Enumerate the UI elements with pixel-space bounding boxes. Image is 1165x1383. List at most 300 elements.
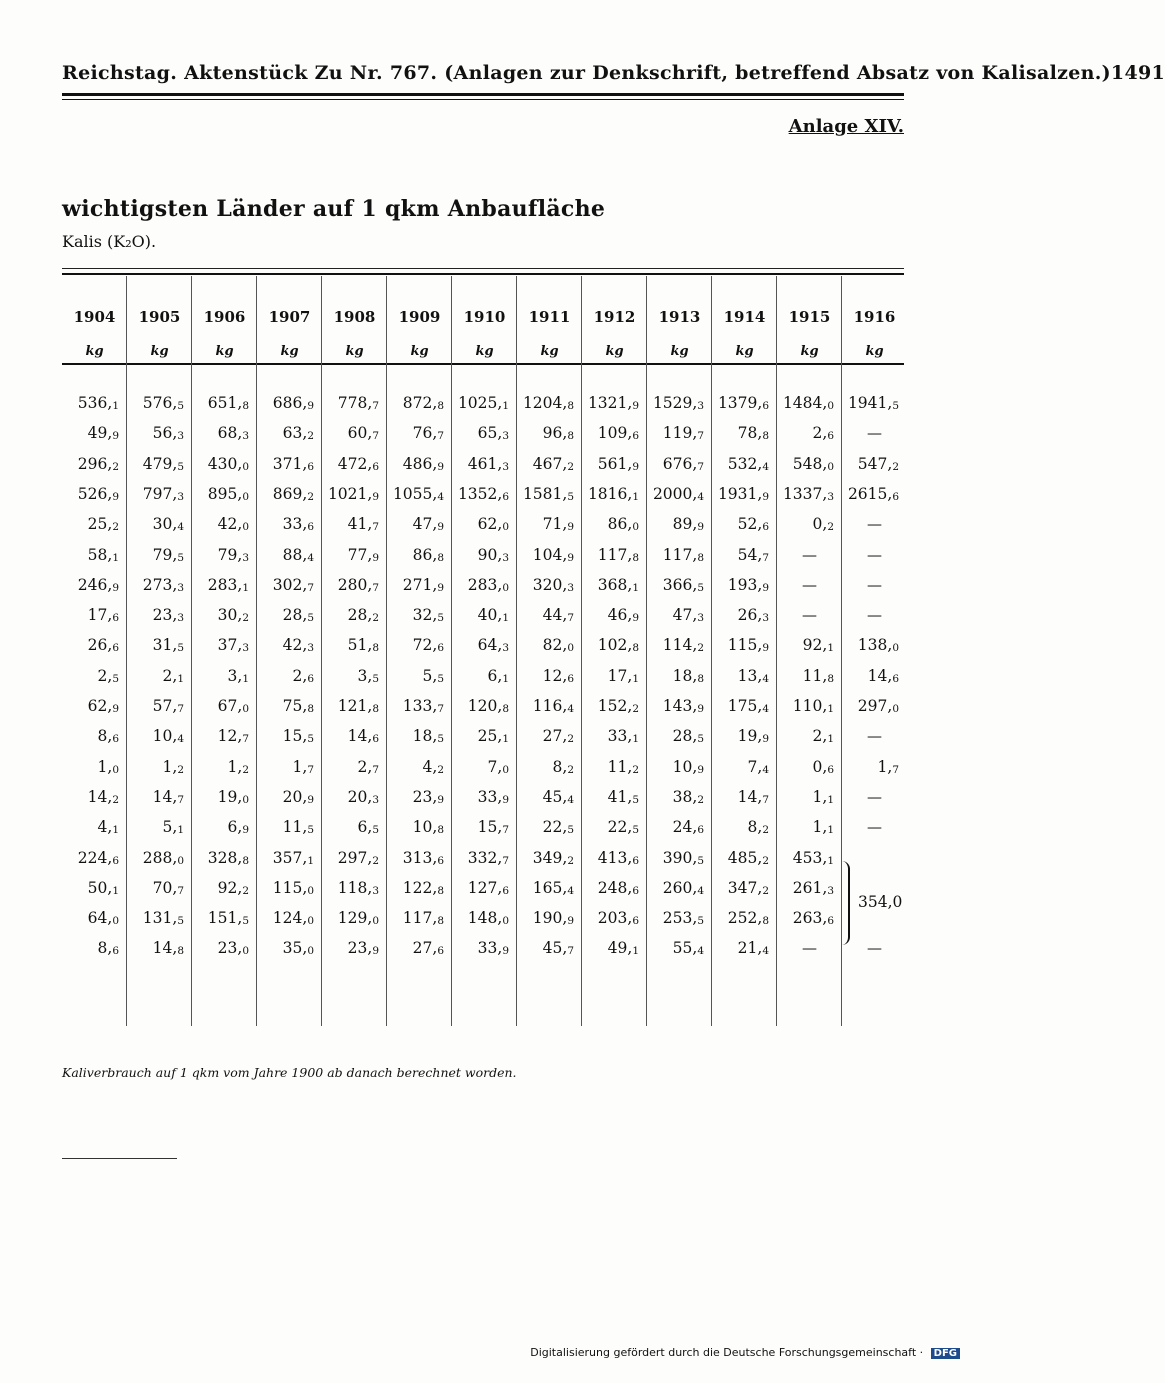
value-cell: $33,_1$ — [607, 727, 639, 746]
year-header: 1907 — [268, 308, 311, 326]
value-cell: $561,_9$ — [597, 454, 639, 473]
value-cell: $23,_3$ — [152, 606, 184, 625]
value-cell: $15,_5$ — [282, 727, 314, 746]
value-cell: $33,_9$ — [477, 787, 509, 806]
value-cell: $283,_1$ — [207, 575, 249, 594]
value-cell: $68,_3$ — [217, 424, 249, 443]
value-cell: $151,_5$ — [207, 909, 249, 928]
value-cell: $175,_4$ — [727, 697, 769, 715]
value-cell: $14,_2$ — [87, 787, 119, 806]
value-cell: $313,_6$ — [402, 848, 444, 867]
value-cell: $366,_5$ — [662, 575, 704, 594]
value-cell: $49,_9$ — [87, 424, 119, 443]
table-row — [62, 788, 904, 818]
value-cell: $37,_3$ — [217, 636, 249, 655]
value-cell: $1337,_3$ — [782, 484, 834, 503]
value-cell: $33,_9$ — [477, 939, 509, 958]
value-cell: $547,_2$ — [857, 454, 899, 473]
value-cell: $19,_9$ — [737, 727, 769, 746]
value-cell: $18,_8$ — [672, 666, 704, 685]
table-row — [62, 818, 904, 848]
value-cell: $117,_8$ — [662, 545, 704, 564]
value-cell: $576,_5$ — [142, 394, 184, 412]
table-row — [62, 424, 904, 454]
value-cell: $1816,_1$ — [587, 484, 639, 503]
value-cell: $42,_3$ — [282, 636, 314, 655]
table-row — [62, 576, 904, 606]
value-cell: $297,_2$ — [337, 848, 379, 867]
header-rule — [62, 93, 904, 96]
value-cell: $148,_0$ — [467, 909, 509, 928]
value-cell: $778,_7$ — [337, 394, 379, 412]
column-separator — [126, 276, 127, 1026]
value-cell: $0,_6$ — [812, 757, 834, 776]
table-row — [62, 636, 904, 666]
unit-label: kg — [605, 344, 624, 359]
value-cell: $869,_2$ — [272, 484, 314, 503]
table-row — [62, 394, 904, 424]
value-cell: $1931,_9$ — [717, 484, 769, 503]
value-cell: $70,_7$ — [152, 878, 184, 897]
value-cell: $193,_9$ — [727, 575, 769, 594]
value-cell: $11,_5$ — [282, 818, 314, 837]
value-cell: $224,_6$ — [77, 848, 119, 867]
value-cell: $2,_1$ — [812, 727, 834, 746]
value-cell: $54,_7$ — [737, 545, 769, 564]
table-row — [62, 909, 904, 939]
value-cell: $3,_1$ — [227, 666, 249, 685]
empty-cell-dash: — — [867, 787, 882, 806]
year-header: 1906 — [203, 308, 246, 326]
unit-label: kg — [735, 344, 754, 359]
value-cell: $120,_8$ — [467, 697, 509, 715]
value-cell: $8,_2$ — [552, 757, 574, 776]
year-header: 1909 — [398, 308, 441, 326]
unit-label: kg — [85, 344, 104, 359]
value-cell: $8,_2$ — [747, 818, 769, 837]
value-cell: $51,_8$ — [347, 636, 379, 655]
value-cell: $67,_0$ — [217, 697, 249, 715]
value-cell: $115,_9$ — [727, 636, 769, 655]
value-cell: $413,_6$ — [597, 848, 639, 867]
value-cell: $302,_7$ — [272, 575, 314, 594]
value-cell: $117,_8$ — [402, 909, 444, 928]
empty-cell-dash: — — [867, 515, 882, 534]
value-cell: $4,_1$ — [97, 818, 119, 837]
value-cell: $6,_1$ — [487, 666, 509, 685]
value-cell: $40,_1$ — [477, 606, 509, 625]
empty-cell-dash: — — [802, 545, 817, 564]
column-separator — [386, 276, 387, 1026]
table-row — [62, 485, 904, 515]
value-cell: $129,_0$ — [337, 909, 379, 928]
value-cell: $49,_1$ — [607, 939, 639, 958]
value-cell: $203,_6$ — [597, 909, 639, 928]
value-cell: $32,_5$ — [412, 606, 444, 625]
value-cell: $79,_3$ — [217, 545, 249, 564]
unit-label: kg — [475, 344, 494, 359]
column-separator — [581, 276, 582, 1026]
value-cell: $122,_8$ — [402, 878, 444, 897]
year-header: 1908 — [333, 308, 376, 326]
value-cell: $57,_7$ — [152, 697, 184, 715]
empty-cell-dash: — — [867, 575, 882, 594]
footnote-rule — [62, 1158, 177, 1159]
value-cell: $485,_2$ — [727, 848, 769, 867]
value-cell: $3,_5$ — [357, 666, 379, 685]
value-cell: $30,_2$ — [217, 606, 249, 625]
column-separator — [646, 276, 647, 1026]
year-header: 1904 — [73, 308, 116, 326]
value-cell: $76,_7$ — [412, 424, 444, 443]
value-cell: $13,_4$ — [737, 666, 769, 685]
value-cell: $14,_8$ — [152, 939, 184, 958]
value-cell: $19,_0$ — [217, 787, 249, 806]
value-cell: $26,_6$ — [87, 636, 119, 655]
value-cell: $548,_0$ — [792, 454, 834, 473]
value-cell: $86,_0$ — [607, 515, 639, 534]
empty-cell-dash: — — [802, 606, 817, 625]
value-cell: $46,_9$ — [607, 606, 639, 625]
value-cell: $536,_1$ — [77, 394, 119, 412]
value-cell: $261,_3$ — [792, 878, 834, 897]
header-text: Reichstag. Aktenstück Zu Nr. 767. (Anlagen zur Denkschrift, betreffend Absatz von Kalisalzen.) — [62, 62, 1111, 84]
value-cell: $56,_3$ — [152, 424, 184, 443]
value-cell: $104,_9$ — [532, 545, 574, 564]
value-cell: $12,_6$ — [542, 666, 574, 685]
year-header: 1915 — [788, 308, 831, 326]
value-cell: $138,_0$ — [857, 636, 899, 655]
value-cell: $64,_3$ — [477, 636, 509, 655]
value-cell: $143,_9$ — [662, 697, 704, 715]
value-cell: $872,_8$ — [402, 394, 444, 412]
value-cell: $26,_3$ — [737, 606, 769, 625]
value-cell: $252,_8$ — [727, 909, 769, 928]
empty-cell-dash: — — [867, 606, 882, 625]
value-cell: $27,_2$ — [542, 727, 574, 746]
value-cell: $347,_2$ — [727, 878, 769, 897]
value-cell: $25,_1$ — [477, 727, 509, 746]
table-row — [62, 667, 904, 697]
value-cell: $127,_6$ — [467, 878, 509, 897]
value-cell: $152,_2$ — [597, 697, 639, 715]
value-cell: $92,_2$ — [217, 878, 249, 897]
value-cell: $79,_5$ — [152, 545, 184, 564]
table-row — [62, 606, 904, 636]
value-cell: $28,_5$ — [672, 727, 704, 746]
value-cell: $1352,_6$ — [457, 484, 509, 503]
table-row — [62, 758, 904, 788]
value-cell: $1581,_5$ — [522, 484, 574, 503]
value-cell: $368,_1$ — [597, 575, 639, 594]
value-cell: $5,_5$ — [422, 666, 444, 685]
value-cell: $88,_4$ — [282, 545, 314, 564]
page-subtitle: Kalis (K₂O). — [62, 232, 157, 251]
value-cell: $22,_5$ — [607, 818, 639, 837]
table-top-rule — [62, 268, 904, 269]
value-cell: $27,_6$ — [412, 939, 444, 958]
value-cell: $42,_0$ — [217, 515, 249, 534]
value-cell: $532,_4$ — [727, 454, 769, 473]
value-cell: $271,_9$ — [402, 575, 444, 594]
value-cell: $35,_0$ — [282, 939, 314, 958]
value-cell: $14,_6$ — [867, 666, 899, 685]
value-cell: $92,_1$ — [802, 636, 834, 655]
value-cell: $2615,_6$ — [847, 484, 899, 503]
value-cell: $248,_6$ — [597, 878, 639, 897]
value-cell: $62,_9$ — [87, 697, 119, 715]
value-cell: $110,_1$ — [792, 697, 834, 715]
value-cell: $121,_8$ — [337, 697, 379, 715]
value-cell: $1,_1$ — [812, 818, 834, 837]
value-cell: $467,_2$ — [532, 454, 574, 473]
value-cell: $390,_5$ — [662, 848, 704, 867]
value-cell: $131,_5$ — [142, 909, 184, 928]
value-cell: $15,_7$ — [477, 818, 509, 837]
value-cell: $430,_0$ — [207, 454, 249, 473]
empty-cell-dash: — — [802, 575, 817, 594]
value-cell: $6,_9$ — [227, 818, 249, 837]
empty-cell-dash: — — [867, 545, 882, 564]
column-separator — [711, 276, 712, 1026]
value-cell: $288,_0$ — [142, 848, 184, 867]
value-cell: $17,_6$ — [87, 606, 119, 625]
value-cell: $23,_9$ — [347, 939, 379, 958]
value-cell: $14,_7$ — [737, 787, 769, 806]
value-cell: $78,_8$ — [737, 424, 769, 443]
value-cell: $349,_2$ — [532, 848, 574, 867]
value-cell: $1025,_1$ — [457, 394, 509, 412]
value-cell: $2,_7$ — [357, 757, 379, 776]
value-cell: $38,_2$ — [672, 787, 704, 806]
value-cell: $797,_3$ — [142, 484, 184, 503]
unit-label: kg — [865, 344, 884, 359]
unit-label: kg — [150, 344, 169, 359]
page-number: 1491 — [1110, 62, 1165, 84]
value-cell: $1379,_6$ — [717, 394, 769, 412]
value-cell: $47,_3$ — [672, 606, 704, 625]
value-cell: $676,_7$ — [662, 454, 704, 473]
digitization-credit — [530, 1346, 960, 1359]
value-cell: $62,_0$ — [477, 515, 509, 534]
column-separator — [321, 276, 322, 1026]
value-cell: $6,_5$ — [357, 818, 379, 837]
value-cell: $4,_2$ — [422, 757, 444, 776]
value-cell: $20,_3$ — [347, 787, 379, 806]
value-cell: $526,_9$ — [77, 484, 119, 503]
footnote: Kaliverbrauch auf 1 qkm vom Jahre 1900 ab danach berechnet worden. — [62, 1065, 517, 1080]
running-header — [62, 62, 1165, 92]
value-cell: $328,_8$ — [207, 848, 249, 867]
year-header: 1914 — [723, 308, 766, 326]
value-cell: $30,_4$ — [152, 515, 184, 534]
value-cell: $357,_1$ — [272, 848, 314, 867]
value-cell: $2,_1$ — [162, 666, 184, 685]
value-cell: $14,_7$ — [152, 787, 184, 806]
value-cell: $10,_4$ — [152, 727, 184, 746]
value-cell: $12,_7$ — [217, 727, 249, 746]
value-cell: $7,_4$ — [747, 757, 769, 776]
year-header: 1911 — [528, 308, 571, 326]
empty-cell-dash: — — [802, 939, 817, 958]
value-cell: $2,_5$ — [97, 666, 119, 685]
value-cell: $1,_2$ — [227, 757, 249, 776]
column-separator — [841, 276, 842, 1026]
year-header: 1912 — [593, 308, 636, 326]
brace-value: 354,0 — [858, 893, 903, 911]
value-cell: $55,_4$ — [672, 939, 704, 958]
value-cell: $283,_0$ — [467, 575, 509, 594]
year-header: 1905 — [138, 308, 181, 326]
value-cell: $28,_2$ — [347, 606, 379, 625]
value-cell: $246,_9$ — [77, 575, 119, 594]
value-cell: $260,_4$ — [662, 878, 704, 897]
value-cell: $82,_0$ — [542, 636, 574, 655]
empty-cell-dash: — — [867, 818, 882, 837]
value-cell: $486,_9$ — [402, 454, 444, 473]
value-cell: $320,_3$ — [532, 575, 574, 594]
value-cell: $296,_2$ — [77, 454, 119, 473]
header-rule-thin — [62, 99, 904, 100]
page-title: wichtigsten Länder auf 1 qkm Anbaufläche — [62, 196, 606, 222]
value-cell: $28,_5$ — [282, 606, 314, 625]
unit-label: kg — [670, 344, 689, 359]
value-cell: $24,_6$ — [672, 818, 704, 837]
table-row — [62, 515, 904, 545]
value-cell: $23,_0$ — [217, 939, 249, 958]
value-cell: $47,_9$ — [412, 515, 444, 534]
year-header: 1913 — [658, 308, 701, 326]
value-cell: $0,_2$ — [812, 515, 834, 534]
value-cell: $453,_1$ — [792, 848, 834, 867]
grouping-brace — [838, 861, 850, 945]
value-cell: $17,_1$ — [607, 666, 639, 685]
value-cell: $33,_6$ — [282, 515, 314, 534]
unit-label: kg — [410, 344, 429, 359]
value-cell: $8,_6$ — [97, 727, 119, 746]
value-cell: $472,_6$ — [337, 454, 379, 473]
value-cell: $2,_6$ — [292, 666, 314, 685]
table-row — [62, 939, 904, 969]
value-cell: $20,_9$ — [282, 787, 314, 806]
value-cell: $25,_2$ — [87, 515, 119, 534]
table-row — [62, 455, 904, 485]
value-cell: $45,_4$ — [542, 787, 574, 806]
value-cell: $115,_0$ — [272, 878, 314, 897]
unit-label: kg — [345, 344, 364, 359]
value-cell: $114,_2$ — [662, 636, 704, 655]
column-separator — [516, 276, 517, 1026]
value-cell: $1055,_4$ — [392, 484, 444, 503]
value-cell: $86,_8$ — [412, 545, 444, 564]
column-separator — [776, 276, 777, 1026]
value-cell: $50,_1$ — [87, 878, 119, 897]
column-separator — [191, 276, 192, 1026]
value-cell: $89,_9$ — [672, 515, 704, 534]
table-row — [62, 546, 904, 576]
table-row — [62, 879, 904, 909]
value-cell: $41,_7$ — [347, 515, 379, 534]
empty-cell-dash: — — [867, 939, 882, 958]
value-cell: $116,_4$ — [532, 697, 574, 715]
table-top-rule-thick — [62, 273, 904, 275]
value-cell: $651,_8$ — [207, 394, 249, 412]
value-cell: $124,_0$ — [272, 909, 314, 928]
value-cell: $1204,_8$ — [522, 394, 574, 412]
value-cell: $1021,_9$ — [327, 484, 379, 503]
value-cell: $96,_8$ — [542, 424, 574, 443]
value-cell: $1529,_3$ — [652, 394, 704, 412]
value-cell: $1941,_5$ — [847, 394, 899, 412]
value-cell: $44,_7$ — [542, 606, 574, 625]
value-cell: $686,_9$ — [272, 394, 314, 412]
unit-label: kg — [540, 344, 559, 359]
value-cell: $165,_4$ — [532, 878, 574, 897]
value-cell: $72,_6$ — [412, 636, 444, 655]
value-cell: $1,_2$ — [162, 757, 184, 776]
value-cell: $2,_6$ — [812, 424, 834, 443]
value-cell: $45,_7$ — [542, 939, 574, 958]
value-cell: $52,_6$ — [737, 515, 769, 534]
value-cell: $133,_7$ — [402, 697, 444, 715]
value-cell: $297,_0$ — [857, 697, 899, 715]
value-cell: $5,_1$ — [162, 818, 184, 837]
value-cell: $65,_3$ — [477, 424, 509, 443]
value-cell: $21,_4$ — [737, 939, 769, 958]
value-cell: $119,_7$ — [662, 424, 704, 443]
value-cell: $1,_7$ — [877, 757, 899, 776]
value-cell: $7,_0$ — [487, 757, 509, 776]
value-cell: $11,_8$ — [802, 666, 834, 685]
empty-cell-dash: — — [867, 727, 882, 746]
value-cell: $118,_3$ — [337, 878, 379, 897]
table-row — [62, 727, 904, 757]
value-cell: $18,_5$ — [412, 727, 444, 746]
value-cell: $10,_9$ — [672, 757, 704, 776]
unit-label: kg — [280, 344, 299, 359]
value-cell: $253,_5$ — [662, 909, 704, 928]
value-cell: $280,_7$ — [337, 575, 379, 594]
value-cell: $117,_8$ — [597, 545, 639, 564]
value-cell: $63,_2$ — [282, 424, 314, 443]
table-row — [62, 849, 904, 879]
value-cell: $10,_8$ — [412, 818, 444, 837]
value-cell: $64,_0$ — [87, 909, 119, 928]
unit-label: kg — [800, 344, 819, 359]
annex-label: Anlage XIV. — [788, 116, 904, 137]
credit-text: Digitalisierung gefördert durch die Deutsche Forschungsgemeinschaft · — [530, 1346, 924, 1359]
value-cell: $190,_9$ — [532, 909, 574, 928]
value-cell: $1,_0$ — [97, 757, 119, 776]
year-header: 1910 — [463, 308, 506, 326]
value-cell: $77,_9$ — [347, 545, 379, 564]
value-cell: $60,_7$ — [347, 424, 379, 443]
unit-header-row — [62, 344, 904, 362]
value-cell: $273,_3$ — [142, 575, 184, 594]
value-cell: $11,_2$ — [607, 757, 639, 776]
header-bottom-rule — [62, 363, 904, 365]
value-cell: $8,_6$ — [97, 939, 119, 958]
dfg-logo: DFG — [931, 1348, 960, 1359]
value-cell: $895,_0$ — [207, 484, 249, 503]
value-cell: $14,_6$ — [347, 727, 379, 746]
unit-label: kg — [215, 344, 234, 359]
value-cell: $263,_6$ — [792, 909, 834, 928]
value-cell: $102,_8$ — [597, 636, 639, 655]
value-cell: $23,_9$ — [412, 787, 444, 806]
value-cell: $71,_9$ — [542, 515, 574, 534]
value-cell: $1,_1$ — [812, 787, 834, 806]
